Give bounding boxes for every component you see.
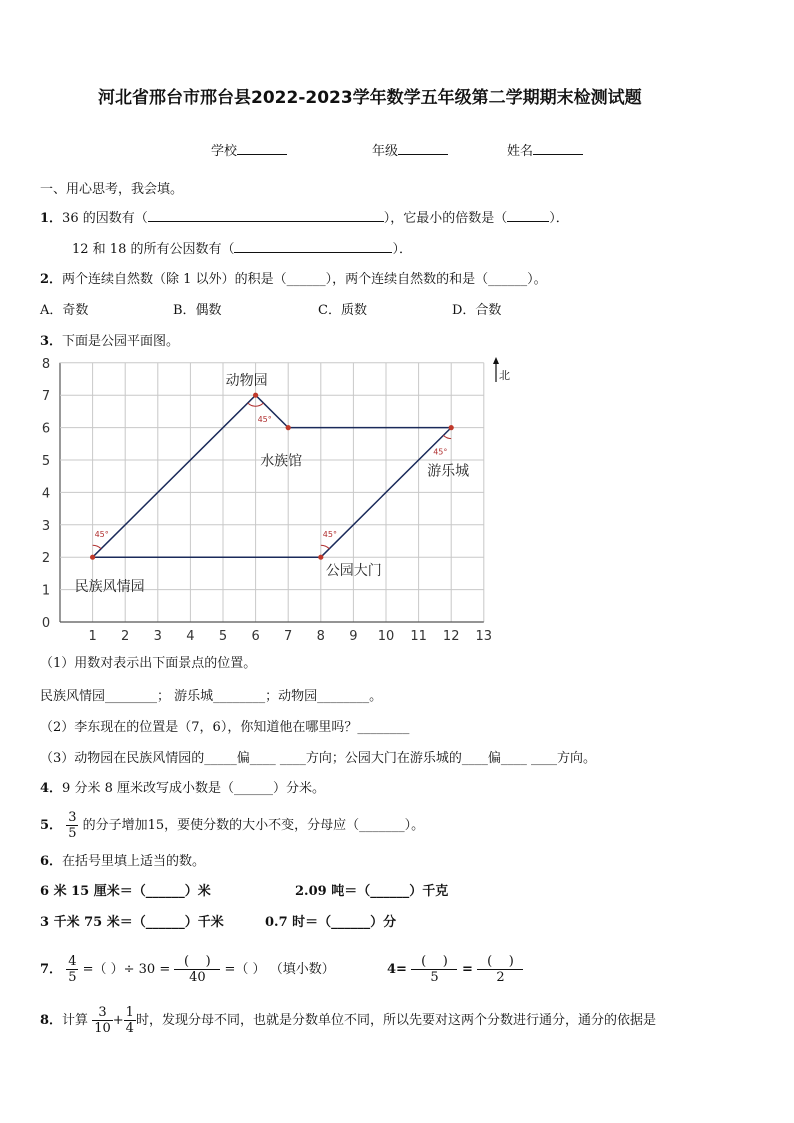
question-6: 6．在括号里填上适当的数。 (40, 854, 206, 869)
x-tick-label: 3 (153, 629, 162, 644)
option-b: B．偶数 (173, 303, 222, 318)
landmark-label: 动物园 (225, 373, 268, 390)
angle-arc-amusement (443, 435, 451, 438)
north-label: 北 (499, 369, 510, 382)
fraction-3-10: $\frac{3}{10}$ (94, 1005, 111, 1036)
park-route (93, 395, 452, 557)
q6-b: 2.09 吨＝（______）千克 (295, 884, 449, 899)
x-tick-label: 4 (186, 629, 195, 644)
question-1b: 12 和 18 的所有公因数有（ ）． (72, 242, 412, 257)
x-tick-label: 1 (88, 629, 97, 644)
landmark-point (318, 555, 323, 560)
q3-sub-1: （1）用数对表示出下面景点的位置。 (40, 656, 257, 671)
angle-label: 45° (322, 530, 337, 540)
y-tick-label: 2 (41, 551, 51, 567)
question-8: 8．计算 $\frac{3}{10}$ + $\frac{1}{4}$ 时，发现分母不同，也就是分数单位不同，所以先要对这两个分数进行通分，通分的依据是 (40, 1005, 656, 1036)
landmark-point (90, 555, 95, 560)
x-tick-label: 7 (284, 629, 293, 644)
question-1: 1．36 的因数有（ ），它最小的倍数是（ ）． (40, 211, 569, 226)
question-7b: 4= $\frac{( )}{5}$ = $\frac{( )}{2}$ (387, 950, 523, 992)
x-tick-label: 10 (377, 629, 395, 644)
q3-sub-2: （2）李东现在的位置是（7，6），你知道他在哪里吗？________ (40, 720, 410, 735)
x-tick-label: 2 (121, 629, 130, 644)
question-2: 2．两个连续自然数（除 1 以外）的积是（______），两个连续自然数的和是（______）。 (40, 272, 547, 287)
section-heading: 一、用心思考，我会填。 (40, 182, 184, 197)
y-tick-label: 6 (41, 421, 51, 437)
route-segment (93, 395, 256, 557)
angle-label: 45° (94, 530, 109, 540)
x-tick-label: 6 (251, 629, 260, 644)
y-tick-label: 3 (41, 518, 51, 534)
landmark-label: 公园大门 (325, 563, 382, 580)
landmark-label: 水族馆 (260, 453, 303, 470)
landmark-label: 民族风情园 (74, 579, 145, 596)
x-tick-label: 13 (475, 629, 493, 644)
fraction-blank-2: $\frac{( )}{2}$ (477, 954, 523, 985)
landmark-points (90, 393, 454, 560)
y-tick-label: 4 (41, 486, 51, 502)
y-tick-label: 8 (41, 356, 51, 372)
landmark-point (449, 425, 454, 430)
y-tick-label: 0 (41, 616, 51, 631)
q6-d: 0.7 时＝（______）分 (265, 915, 397, 930)
grade-field: 年级 (372, 142, 448, 160)
q6-a: 6 米 15 厘米＝（______）米 (40, 884, 211, 899)
angle-arc-gate (321, 545, 329, 549)
fraction-1-4: $\frac{1}{4}$ (125, 1005, 134, 1036)
q3-sub-3: （3）动物园在民族风情园的_____偏____ ____方向；公园大门在游乐城的____偏____ ____方向。 (40, 751, 597, 766)
landmark-label: 游乐城 (427, 463, 470, 480)
y-tick-label: 1 (41, 583, 51, 599)
question-3: 3．下面是公园平面图。 (40, 334, 180, 349)
landmark-point (253, 393, 258, 398)
x-axis-ticks (88, 629, 492, 644)
angle-markers (93, 403, 452, 549)
landmark-labels (75, 372, 470, 595)
x-tick-label: 12 (442, 629, 460, 644)
x-tick-label: 11 (410, 629, 427, 644)
angle-arc-minzu (93, 545, 101, 549)
question-4: 4．9 分米 8 厘米改写成小数是（______）分米。 (40, 781, 325, 796)
y-tick-label: 7 (41, 389, 51, 405)
landmark-point (286, 425, 291, 430)
question-5: 5． $\frac{3}{5}$ 的分子增加15，要使分数的大小不变，分母应（_______）。 (40, 810, 425, 841)
y-tick-label: 5 (41, 454, 51, 469)
x-tick-label: 5 (218, 629, 228, 644)
option-a: A．奇数 (40, 303, 89, 318)
q3-sub-1b: 民族风情园________； 游乐城________；动物园________。 (40, 689, 383, 704)
fraction-4-5: $\frac{4}{5}$ (68, 954, 77, 985)
fraction-blank-5: $\frac{( )}{5}$ (411, 954, 457, 985)
q6-c: 3 千米 75 米＝（______）千米 (40, 915, 224, 930)
fraction-blank-40: $\frac{( )}{40}$ (174, 954, 220, 985)
y-axis-ticks (42, 357, 50, 631)
x-tick-label: 9 (349, 629, 358, 644)
park-map-chart (30, 352, 530, 652)
angle-label: 45° (433, 447, 448, 457)
x-tick-label: 8 (316, 629, 325, 644)
name-field: 姓名 (507, 142, 583, 160)
angle-label: 45° (257, 415, 272, 425)
option-c: C．质数 (318, 303, 367, 318)
question-7: 7． $\frac{4}{5}$ =（ ）÷ 30 = $\frac{( )}{40}$ =（ ） （填小数） (40, 954, 335, 985)
school-field: 学校 (211, 142, 287, 160)
fraction-3-5: $\frac{3}{5}$ (68, 810, 77, 841)
option-d: D．合数 (452, 303, 502, 318)
page-title: 河北省邢台市邢台县2022-2023学年数学五年级第二学期期末检测试题 (98, 88, 642, 108)
